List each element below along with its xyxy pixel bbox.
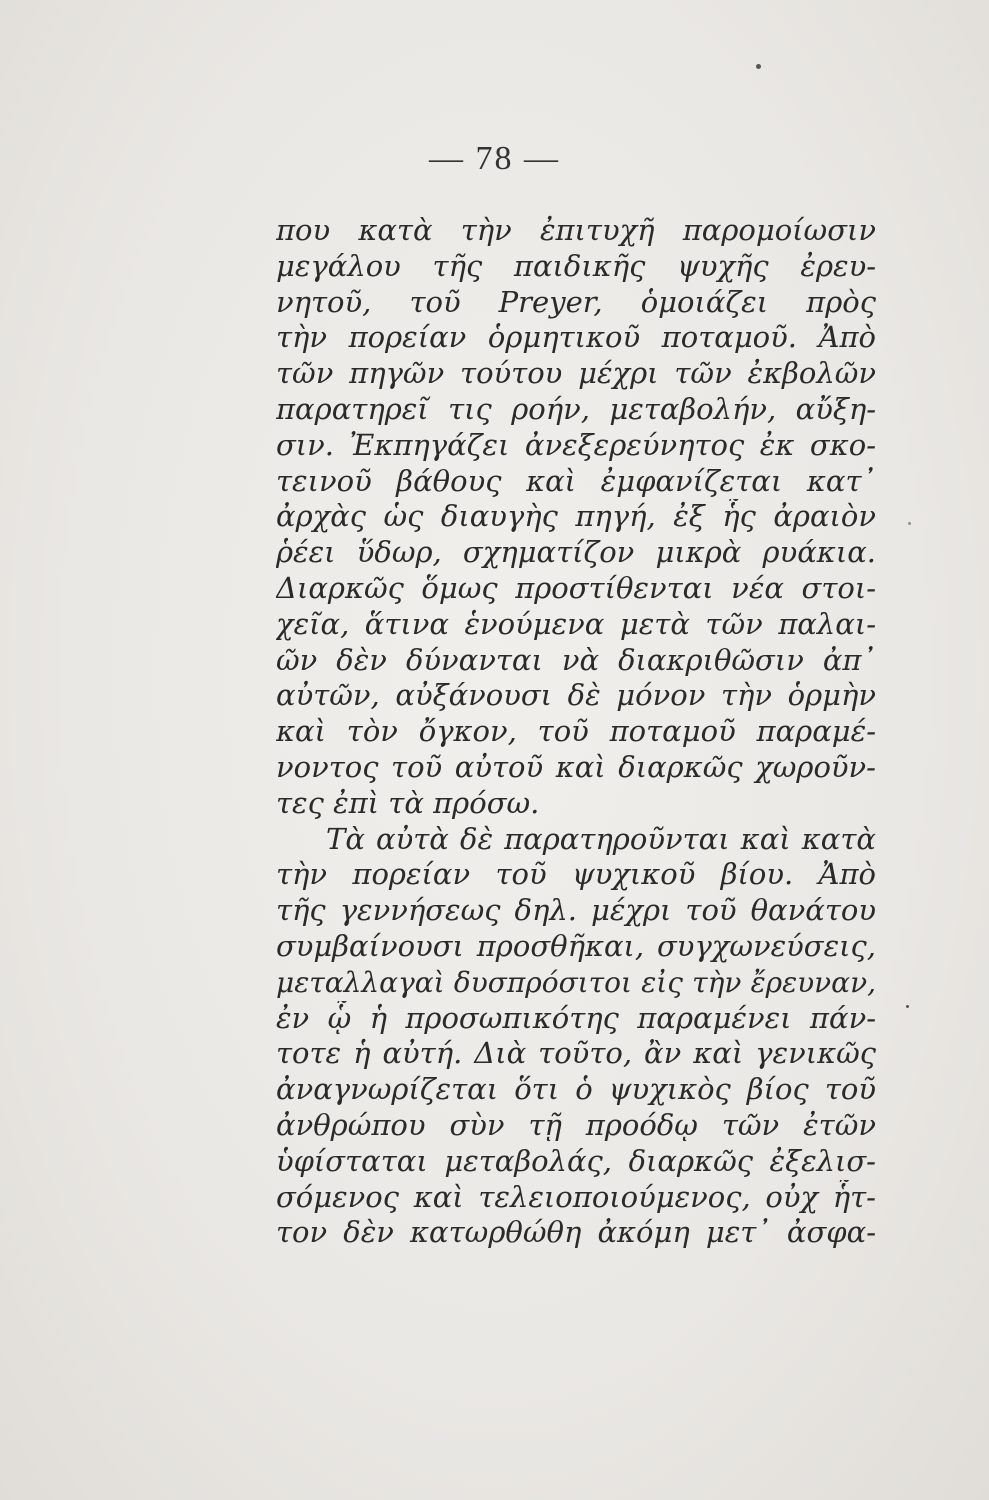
text-line: τὴν πορείαν τοῦ ψυχικοῦ βίου. Ἀπὸ <box>276 857 876 892</box>
text-line: νητοῦ, τοῦ Preyer, ὁμοιάζει πρὸς <box>276 284 876 319</box>
text-line: τοτε ἡ αὐτή. Διὰ τοῦτο, ἂν καὶ γενικῶς <box>276 1036 876 1071</box>
text-line: παρατηρεῖ τις ροήν, μεταβολήν, αὔξη- <box>276 391 876 426</box>
body-text <box>276 213 876 1251</box>
text-line: σιν. Ἐκπηγάζει ἀνεξερεύνητος ἐκ σκο- <box>276 427 876 462</box>
text-line: αὐτῶν, αὐξάνουσι δὲ μόνον τὴν ὁρμὴν <box>276 678 876 713</box>
text-line: καὶ τὸν ὄγκον, τοῦ ποταμοῦ παραμέ- <box>276 714 876 749</box>
text-line: τες ἐπὶ τὰ πρόσω. <box>276 785 540 820</box>
text-line: μεταλλαγαὶ δυσπρόσιτοι εἰς τὴν ἔρευναν, <box>276 965 876 999</box>
text-line: ἐν ᾧ ἡ προσωπικότης παραμένει πάν- <box>276 1000 876 1035</box>
text-line: τῆς γεννήσεως δηλ. μέχρι τοῦ θανάτου <box>276 893 876 928</box>
text-line: Διαρκῶς ὅμως προστίθενται νέα στοι- <box>276 570 876 605</box>
text-line: σόμενος καὶ τελειοποιούμενος, οὐχ ἧτ- <box>276 1179 876 1214</box>
text-line: νοντος τοῦ αὐτοῦ καὶ διαρκῶς χωροῦν- <box>276 749 876 784</box>
text-line: που κατὰ τὴν ἐπιτυχῆ παρομοίωσιν <box>276 213 876 247</box>
text-line: ὑφίσταται μεταβολάς, διαρκῶς ἐξελισ- <box>276 1143 876 1178</box>
text-line: μεγάλου τῆς παιδικῆς ψυχῆς ἐρευ- <box>276 248 876 283</box>
text-line: ἀνθρώπου σὺν τῇ προόδῳ τῶν ἐτῶν <box>276 1107 876 1142</box>
text-line: συμβαίνουσι προσθῆκαι, συγχωνεύσεις, <box>276 928 876 963</box>
text-line: τον δὲν κατωρθώθη ἀκόμη μετ᾽ ἀσφα- <box>276 1215 876 1250</box>
text-line: ῥέει ὕδωρ, σχηματίζον μικρὰ ρυάκια. <box>276 535 876 570</box>
scan-speck <box>756 64 761 69</box>
scan-speck <box>906 1005 909 1008</box>
text-line: τῶν πηγῶν τούτου μέχρι τῶν ἐκβολῶν <box>276 356 876 391</box>
text-line: ἀναγνωρίζεται ὅτι ὁ ψυχικὸς βίος τοῦ <box>276 1072 876 1107</box>
text-line: χεῖα, ἅτινα ἑνούμενα μετὰ τῶν παλαι- <box>276 606 876 641</box>
text-line: Τὰ αὐτὰ δὲ παρατηροῦνται καὶ κατὰ <box>326 821 876 856</box>
text-line: τὴν πορείαν ὁρμητικοῦ ποταμοῦ. Ἀπὸ <box>276 320 876 355</box>
text-line: ἀρχὰς ὡς διαυγὴς πηγή, ἐξ ἧς ἀραιὸν <box>276 499 876 534</box>
scan-speck <box>908 522 911 525</box>
text-line: τεινοῦ βάθους καὶ ἐμφανίζεται κατ᾽ <box>276 463 876 498</box>
text-line: ῶν δὲν δύνανται νὰ διακριθῶσιν ἀπ᾽ <box>276 642 876 677</box>
page-number: — 78 — <box>429 140 560 177</box>
